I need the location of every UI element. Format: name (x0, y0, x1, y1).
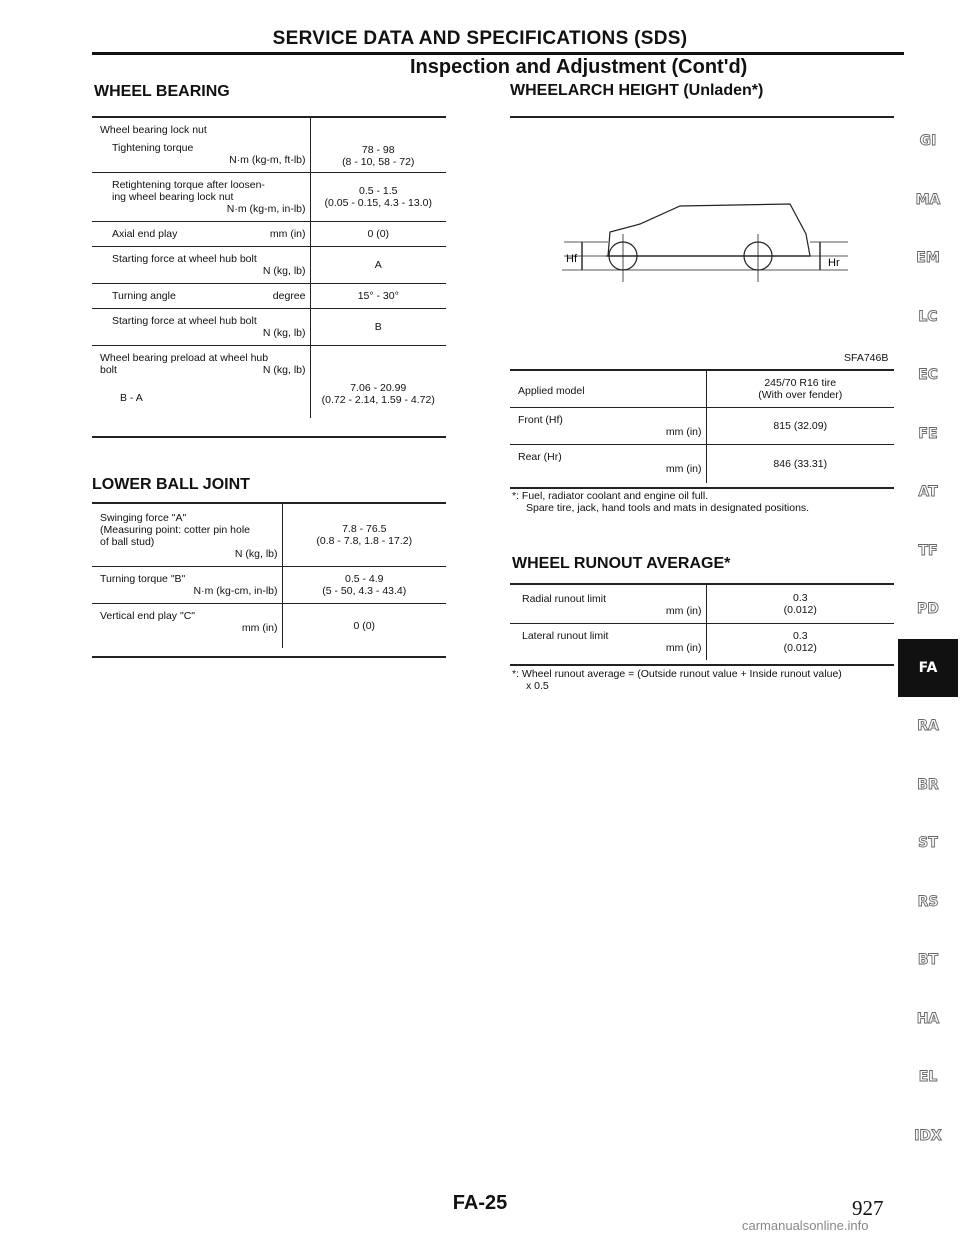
row-label: bolt (100, 364, 117, 376)
tab-tf[interactable]: TF (918, 542, 938, 559)
row-label: Vertical end play "C" (100, 610, 196, 622)
note-line: Spare tire, jack, hand tools and mats in designated positions. (526, 502, 810, 514)
wheel-bearing-bottom-rule (92, 436, 446, 438)
row-label: Wheel bearing lock nut (100, 124, 207, 136)
table-row (92, 222, 446, 247)
table-row (92, 346, 446, 419)
row-sublabel: B - A (120, 392, 143, 404)
runout-heading: WHEEL RUNOUT AVERAGE* (512, 555, 731, 572)
tab-idx[interactable]: IDX (914, 1127, 942, 1144)
tab-rs[interactable]: RS (917, 893, 939, 910)
row-unit: degree (272, 290, 306, 302)
section-index-tabs (898, 112, 958, 1165)
row-value: 846 (33.31) (773, 458, 828, 470)
table-row (510, 371, 894, 408)
row-value: 0.5 - 1.5 (358, 185, 398, 197)
row-label: Retightening torque after loosen- (112, 179, 265, 191)
tab-lc[interactable]: LC (918, 308, 938, 325)
row-value: 0.3 (792, 592, 808, 604)
row-unit: N·m (kg-m, ft-lb) (229, 154, 306, 166)
watermark-text: carmanualsonline.info (742, 1218, 869, 1233)
wheelarch-table (510, 371, 894, 483)
wheelarch-top-rule (510, 116, 894, 118)
tab-bt[interactable]: BT (917, 952, 939, 969)
row-value-alt: (0.72 - 2.14, 1.59 - 4.72) (321, 394, 435, 406)
row-label: Applied model (518, 385, 585, 397)
table-row (92, 604, 446, 649)
row-value: 0 (0) (353, 620, 376, 632)
vehicle-side-diagram (548, 194, 858, 284)
note-line: *: Wheel runout average = (Outside runout value + Inside runout value) (512, 668, 842, 680)
table-row (510, 445, 894, 484)
row-unit: mm (in) (665, 463, 702, 475)
row-value: 15° - 30° (357, 290, 399, 302)
tab-br[interactable]: BR (917, 776, 939, 793)
row-value-alt: (0.05 - 0.15, 4.3 - 13.0) (324, 197, 432, 209)
row-value: 78 - 98 (361, 144, 395, 156)
tab-fa[interactable]: FA (898, 639, 958, 698)
runout-note (512, 668, 842, 692)
row-label: Axial end play (112, 228, 178, 240)
wheel-bearing-heading: WHEEL BEARING (94, 83, 230, 100)
row-label: Swinging force "A" (100, 512, 187, 524)
row-unit: mm (in) (665, 642, 702, 654)
tab-ra[interactable]: RA (917, 718, 939, 735)
ball-joint-bottom-rule (92, 656, 446, 658)
page-code: FA-25 (452, 1192, 508, 1214)
hr-label: Hr (828, 257, 840, 269)
row-unit: N·m (kg-cm, in-lb) (193, 585, 278, 597)
row-unit: N (kg, lb) (234, 548, 278, 560)
row-unit: mm (in) (665, 426, 702, 438)
row-label: Starting force at wheel hub bolt (112, 253, 257, 265)
table-row (92, 118, 446, 140)
table-row (92, 284, 446, 309)
row-value-alt: (5 - 50, 4.3 - 43.4) (322, 585, 407, 597)
row-label: Rear (Hr) (518, 451, 562, 463)
row-unit: mm (in) (269, 228, 306, 240)
row-value: 0 (0) (367, 228, 390, 240)
row-unit: N (kg, lb) (262, 265, 306, 277)
row-value: 245/70 R16 tire (764, 377, 837, 389)
row-label: Turning angle (112, 290, 176, 302)
tab-at[interactable]: AT (918, 484, 938, 501)
table-row (92, 567, 446, 604)
tab-ha[interactable]: HA (916, 1010, 940, 1027)
row-label: Lateral runout limit (522, 630, 609, 642)
wheelarch-note (512, 490, 809, 514)
row-label: Tightening torque (112, 142, 194, 154)
row-value: 7.8 - 76.5 (342, 523, 387, 535)
tab-ec[interactable]: EC (918, 367, 938, 384)
wheelarch-heading: WHEELARCH HEIGHT (Unladen*) (510, 82, 764, 99)
table-row (510, 624, 894, 661)
row-value: 0.5 - 4.9 (344, 573, 384, 585)
row-value: B (374, 321, 382, 333)
row-value-alt: (8 - 10, 58 - 72) (342, 156, 415, 168)
row-value: 815 (32.09) (773, 420, 828, 432)
table-row (92, 309, 446, 346)
row-value: A (374, 259, 382, 271)
row-value: 7.06 - 20.99 (350, 382, 407, 394)
tab-gi[interactable]: GI (919, 133, 937, 150)
vehicle-body-outline (608, 204, 810, 256)
hf-label: Hf (566, 253, 577, 265)
table-row (92, 140, 446, 173)
runout-bottom-rule (510, 664, 894, 666)
row-label: of ball stud) (100, 536, 155, 548)
table-row (510, 408, 894, 445)
wheel-bearing-table (92, 118, 446, 418)
row-label: Front (Hf) (518, 414, 563, 426)
lower-ball-joint-heading: LOWER BALL JOINT (92, 476, 250, 493)
table-row (510, 585, 894, 624)
note-line: *: Fuel, radiator coolant and engine oil full. (512, 490, 709, 502)
title-rule (92, 52, 904, 55)
page-subtitle: Inspection and Adjustment (Cont'd) (410, 56, 748, 78)
row-label: ing wheel bearing lock nut (112, 191, 234, 203)
row-label: Starting force at wheel hub bolt (112, 315, 257, 327)
row-value-alt: (0.012) (783, 642, 817, 654)
note-line: x 0.5 (526, 680, 549, 692)
row-value-alt: (With over fender) (758, 389, 843, 401)
runout-table (510, 585, 894, 660)
tab-em[interactable]: EM (916, 250, 940, 267)
row-label: Radial runout limit (522, 593, 607, 605)
row-value-alt: (0.8 - 7.8, 1.8 - 17.2) (316, 535, 413, 547)
row-label: Turning torque "B" (100, 573, 186, 585)
row-unit: mm (in) (665, 605, 702, 617)
row-unit: N (kg, lb) (262, 364, 306, 376)
wheelarch-table-bottom-rule (510, 487, 894, 489)
tab-pd[interactable]: PD (917, 601, 939, 618)
lower-ball-joint-table (92, 504, 446, 648)
tab-ma[interactable]: MA (915, 191, 941, 208)
tab-fe[interactable]: FE (918, 425, 938, 442)
page-title: SERVICE DATA AND SPECIFICATIONS (SDS) (272, 28, 688, 49)
page-number: 927 (852, 1196, 884, 1220)
figure-id: SFA746B (844, 352, 889, 364)
table-row (92, 173, 446, 222)
row-label: Wheel bearing preload at wheel hub (100, 352, 269, 364)
row-value: 0.3 (792, 630, 808, 642)
row-label: (Measuring point: cotter pin hole (100, 524, 250, 536)
row-unit: N·m (kg-m, in-lb) (226, 203, 306, 215)
table-row (92, 504, 446, 567)
row-value-alt: (0.012) (783, 604, 817, 616)
tab-el[interactable]: EL (918, 1069, 938, 1086)
table-row (92, 247, 446, 284)
row-unit: N (kg, lb) (262, 327, 306, 339)
row-unit: mm (in) (241, 622, 278, 634)
tab-st[interactable]: ST (918, 835, 938, 852)
